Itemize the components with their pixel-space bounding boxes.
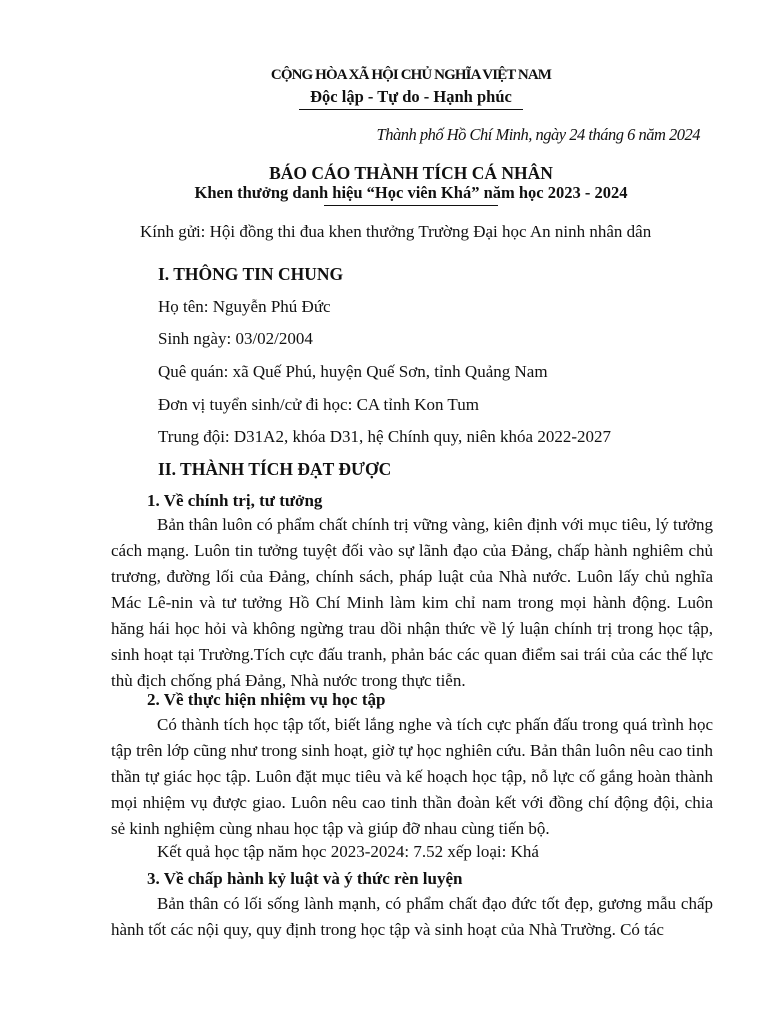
- section-general-info-heading: I. THÔNG TIN CHUNG: [158, 264, 344, 284]
- subsection-study-heading: 2. Về thực hiện nhiệm vụ học tập: [147, 690, 386, 709]
- place-date-line: Thành phố Hồ Chí Minh, ngày 24 tháng 6 năm 2024: [376, 125, 700, 144]
- info-name: Họ tên: Nguyễn Phú Đức: [158, 297, 331, 316]
- subsection-discipline-heading: 3. Về chấp hành kỷ luật và ý thức rèn luyện: [147, 869, 463, 888]
- info-unit: Đơn vị tuyển sinh/cử đi học: CA tỉnh Kon Tum: [158, 395, 479, 414]
- report-subtitle: Khen thưởng danh hiệu “Học viên Khá” năm học 2023 - 2024: [194, 183, 628, 202]
- subsection-politics-heading: 1. Về chính trị, tư tưởng: [147, 491, 323, 510]
- subtitle-underline: [324, 205, 498, 206]
- paragraph-politics: Bản thân luôn có phẩm chất chính trị vững vàng, kiên định với mục tiêu, lý tưởng cách mạng. Luôn tin tưởng tuyệt đối vào sự lãnh đạo của Đảng, chấp hành nghiêm chủ trương, đường lối của Đảng, chính sách, pháp luật của Nhà nước. Luôn lấy chủ nghĩa Mác Lê-nin và tư tưởng Hồ Chí Minh làm kim chỉ nam trong mọi hành động. Luôn hăng hái học hỏi và không ngừng trau dồi nhận thức về lý luận chính trị trong học tập, sinh hoạt tại Trường.Tích cực đấu tranh, phản bác các quan điểm sai trái của các thế lực thù địch chống phá Đảng, Nhà nước trong thực tiễn.: [111, 515, 713, 690]
- paragraph-study: Có thành tích học tập tốt, biết lắng nghe và tích cực phấn đấu trong quá trình học tập trên lớp cũng như trong sinh hoạt, giờ tự học nghiên cứu. Bản thân luôn nêu cao tinh thần tự giác học tập. Luôn đặt mục tiêu và kế hoạch học tập, nỗ lực cố gắng hoàn thành mọi nhiệm vụ được giao. Luôn nêu cao tinh thần đoàn kết với đồng chí động đội, chia sẻ kinh nghiệm cùng nhau học tập và giúp đỡ nhau cùng tiến bộ.: [111, 715, 713, 838]
- info-hometown: Quê quán: xã Quế Phú, huyện Quế Sơn, tỉnh Quảng Nam: [158, 362, 548, 381]
- recipient-line: Kính gửi: Hội đồng thi đua khen thưởng Trường Đại học An ninh nhân dân: [140, 222, 652, 241]
- national-motto: Độc lập - Tự do - Hạnh phúc: [310, 87, 512, 106]
- study-result: Kết quả học tập năm học 2023-2024: 7.52 xếp loại: Khá: [157, 842, 539, 861]
- report-title: BÁO CÁO THÀNH TÍCH CÁ NHÂN: [269, 163, 553, 183]
- national-title: CỘNG HÒA XÃ HỘI CHỦ NGHĨA VIỆT NAM: [270, 67, 552, 83]
- paragraph-discipline: Bản thân có lối sống lành mạnh, có phẩm chất đạo đức tốt đẹp, gương mẫu chấp hành tốt các nội quy, quy định trong học tập và sinh hoạt của Nhà Trường. Có tác: [111, 894, 713, 939]
- info-dob: Sinh ngày: 03/02/2004: [158, 329, 313, 348]
- section-achievements-heading: II. THÀNH TÍCH ĐẠT ĐƯỢC: [158, 459, 392, 479]
- info-platoon: Trung đội: D31A2, khóa D31, hệ Chính quy, niên khóa 2022-2027: [158, 427, 611, 446]
- motto-underline: [299, 109, 523, 110]
